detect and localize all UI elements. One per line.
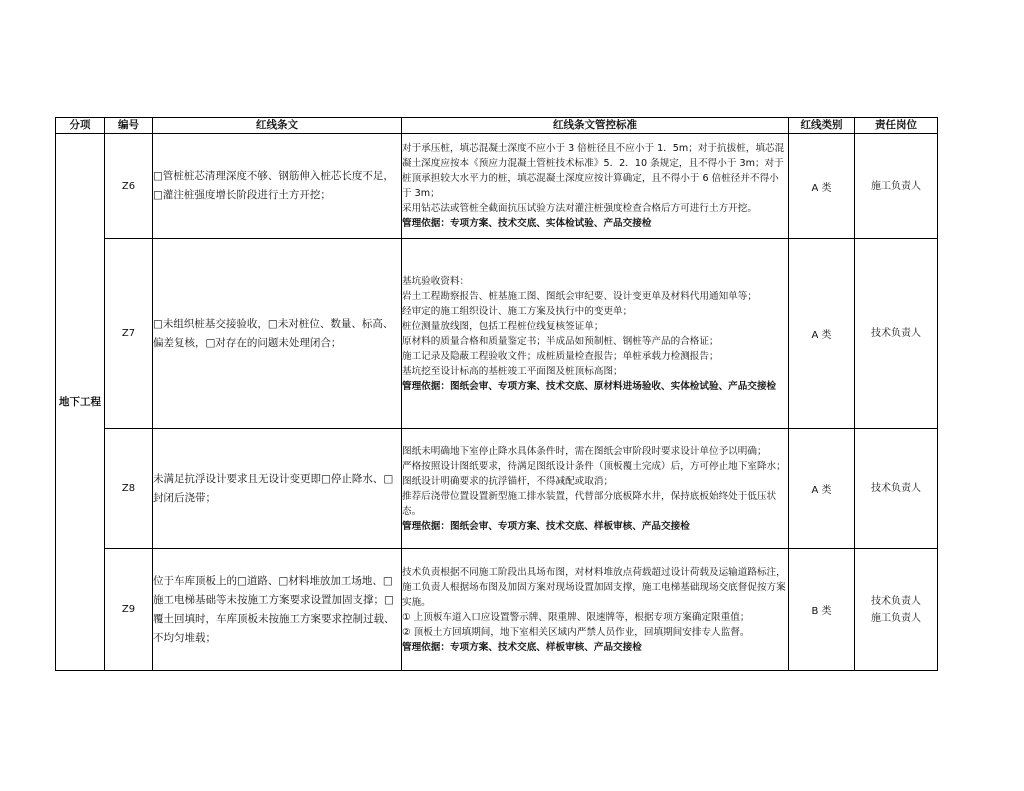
standard-line: 对于承压桩，填芯混凝土深度不应小于 3 倍桩径且不应小于 1．5m；对于抗拔桩，填芯混凝土深度应按本《预应力混凝土管桩技术标准》5．2．10 条规定，且不得小于 3m；对于桩顶承担较大水平力的桩，填芯混凝土深度应按计算确定，且不得小于 6 倍桩径并不得小于 3m； [402, 143, 785, 199]
code-cell: Z8 [105, 429, 153, 549]
header-row [56, 118, 938, 134]
management-basis: 管理依据：专项方案、技术交底、样板审核、产品交接检 [402, 641, 642, 653]
standard-line: 桩位测量放线图，包括工程桩位线复核签证单； [402, 320, 604, 332]
table-row [56, 239, 938, 429]
code-cell: Z7 [105, 239, 153, 429]
owner-name: 技术负责人 [871, 328, 921, 339]
table-row [56, 134, 938, 239]
standard-cell [402, 134, 789, 239]
standard-line: 施工记录及隐蔽工程验收文件；成桩质量检查报告；单桩承载力检测报告； [402, 350, 719, 362]
clause-cell: □未组织桩基交接验收，□未对桩位、数量、标高、偏差复核，□对存在的问题未处理闭合； [153, 239, 402, 429]
standard-line: 推荐后浇带位置设置新型施工排水装置，代替部分底板降水井，保持底板始终处于低压状态。 [402, 490, 777, 517]
table-row [56, 549, 938, 671]
redline-type-cell: A 类 [789, 239, 855, 429]
owner-name: 技术负责人 [871, 595, 921, 607]
standard-line: 采用钻芯法或管桩全截面抗压试验方法对灌注桩强度检查合格后方可进行土方开挖。 [402, 203, 757, 214]
header-clause: 红线条文 [153, 118, 402, 134]
code-cell: Z6 [105, 134, 153, 239]
header-standard: 红线条文管控标准 [402, 118, 789, 134]
redline-type-cell: A 类 [789, 429, 855, 549]
table-row [56, 429, 938, 549]
owner-cell [855, 134, 938, 239]
redline-type-cell: A 类 [789, 134, 855, 239]
standard-line: 基坑挖至设计标高的基桩竣工平面图及桩顶标高图； [402, 365, 623, 377]
management-basis: 管理依据：专项方案、技术交底、实体检试验、产品交接检 [402, 218, 652, 229]
management-basis: 管理依据：图纸会审、专项方案、技术交底、样板审核、产品交接检 [402, 520, 690, 532]
owner-cell [855, 429, 938, 549]
redline-type-cell: B 类 [789, 549, 855, 671]
standard-line: 技术负责根据不同施工阶段出具场布图，对材料堆放点荷载超过设计荷载及运输道路标注，施工负责人根据场布图及加固方案对现场设置加固支撑，施工电梯基础现场交底督促按方案实施。 [402, 566, 786, 608]
clause-cell: 位于车库顶板上的□道路、□材料堆放加工场地、□施工电梯基础等未按施工方案要求设置加固支撑；□覆土回填时，车库顶板未按施工方案要求控制过载、不均匀堆载； [153, 549, 402, 671]
redline-table [55, 117, 938, 671]
category-cell: 地下工程 [56, 134, 105, 671]
code-cell: Z9 [105, 549, 153, 671]
standard-line: 图纸未明确地下室停止降水具体条件时，需在图纸会审阶段时要求设计单位予以明确； [402, 445, 767, 457]
header-category: 分项 [56, 118, 105, 134]
standard-line: 基坑验收资料： [402, 275, 470, 287]
standard-line: 原材料的质量合格和质量鉴定书；半成品如预制桩、钢桩等产品的合格证； [402, 335, 719, 347]
standard-line: ① 上顶板车道入口应设置警示牌、限重牌、限速牌等，根据专项方案确定限重值； [402, 611, 750, 623]
standard-line: 严格按照设计图纸要求，待满足图纸设计条件（顶板覆土完成）后，方可停止地下室降水； [402, 460, 786, 472]
header-code: 编号 [105, 118, 153, 134]
owner-cell [855, 549, 938, 671]
owner-name: 施工负责人 [871, 612, 921, 624]
standard-line: ② 顶板土方回填期间，地下室相关区域内严禁人员作业，回填期间安排专人监督。 [402, 626, 750, 638]
standard-cell [402, 549, 789, 671]
owner-name: 施工负责人 [871, 180, 921, 192]
standard-line: 岩土工程勘察报告、桩基施工图、图纸会审纪要、设计变更单及材料代用通知单等； [402, 290, 757, 302]
standard-line: 图纸设计明确要求的抗浮锚杆，不得减配或取消； [402, 475, 614, 487]
clause-cell: □管桩桩芯清理深度不够、钢筋伸入桩芯长度不足，□灌注桩强度增长阶段进行土方开挖； [153, 134, 402, 239]
standard-line: 经审定的施工组织设计、施工方案及执行中的变更单； [402, 305, 633, 317]
standard-cell [402, 239, 789, 429]
standard-cell [402, 429, 789, 549]
header-owner: 责任岗位 [855, 118, 938, 134]
clause-cell: 未满足抗浮设计要求且无设计变更即□停止降水、□封闭后浇带； [153, 429, 402, 549]
owner-name: 技术负责人 [871, 483, 921, 494]
management-basis: 管理依据：图纸会审、专项方案、技术交底、原材料进场验收、实体检试验、产品交接检 [402, 380, 777, 392]
header-type: 红线类别 [789, 118, 855, 134]
owner-cell [855, 239, 938, 429]
